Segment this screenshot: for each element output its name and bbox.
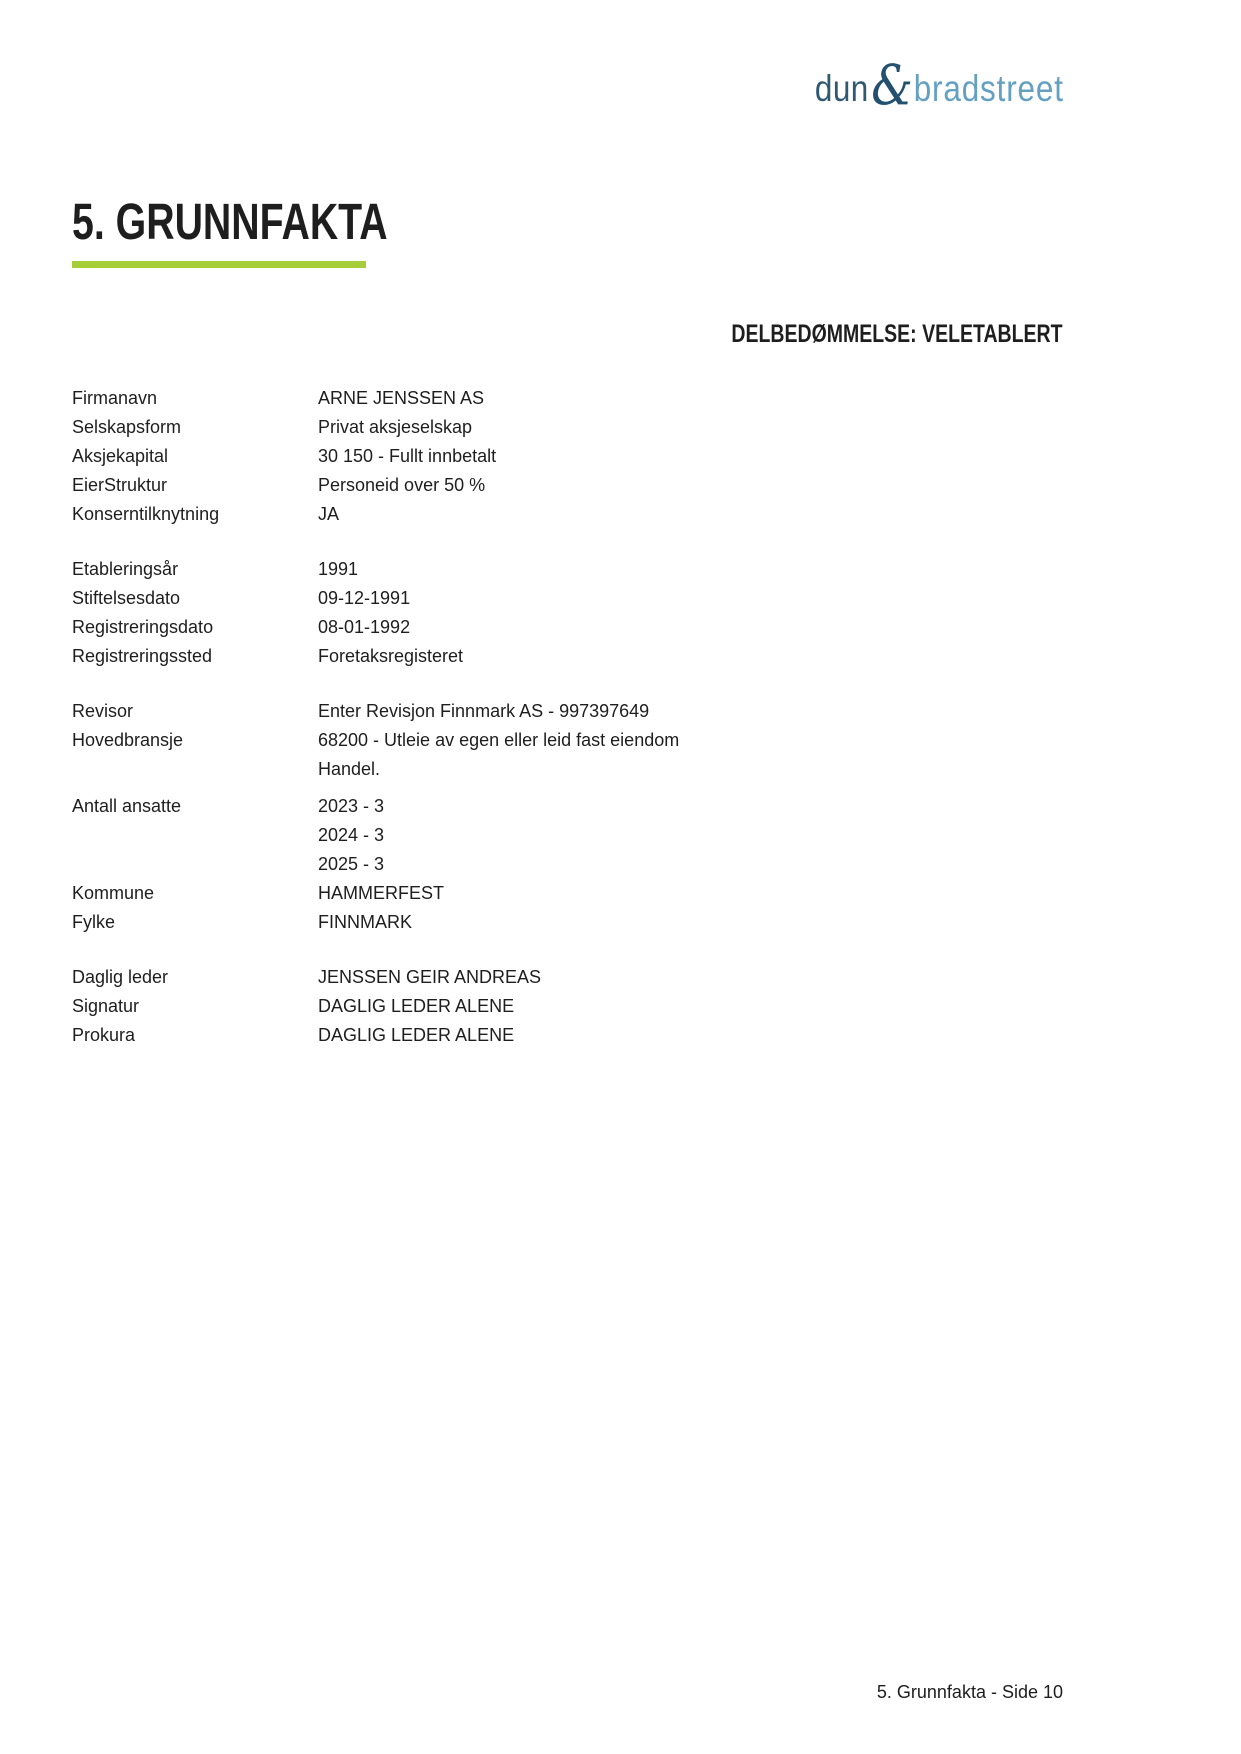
- fact-label: Registreringsdato: [72, 617, 214, 637]
- fact-values: [318, 413, 1063, 442]
- fact-value: 2023 - 3: [318, 796, 385, 816]
- fact-values: [318, 1021, 1063, 1050]
- fact-label: Firmanavn: [72, 388, 158, 408]
- fact-values: [318, 555, 1063, 584]
- fact-value: JA: [318, 504, 340, 524]
- fact-label: Signatur: [72, 996, 140, 1016]
- facts-list: [72, 384, 1063, 1050]
- fact-group: [72, 963, 1063, 1050]
- fact-value: DAGLIG LEDER ALENE: [318, 1025, 515, 1045]
- fact-row: [72, 613, 1063, 642]
- fact-value: 2024 - 3: [318, 825, 385, 845]
- fact-value: 30 150 - Fullt innbetalt: [318, 446, 497, 466]
- fact-value: 68200 - Utleie av egen eller leid fast eiendom: [318, 730, 680, 750]
- title-underline-bar: [72, 261, 366, 268]
- fact-row: [72, 555, 1063, 584]
- fact-label: Kommune: [72, 883, 155, 903]
- fact-values: [318, 908, 1063, 937]
- dun-bradstreet-logo: dun & bradstreet: [815, 53, 1064, 117]
- fact-value: FINNMARK: [318, 912, 412, 932]
- fact-value: Foretaksregisteret: [318, 646, 464, 666]
- fact-label: Antall ansatte: [72, 796, 182, 816]
- fact-value: Privat aksjeselskap: [318, 417, 473, 437]
- fact-row: [72, 584, 1063, 613]
- fact-value: ARNE JENSSEN AS: [318, 388, 485, 408]
- fact-value: 1991: [318, 559, 359, 579]
- section-title: 5. GRUNNFAKTA: [72, 193, 388, 250]
- fact-value: Handel.: [318, 759, 381, 779]
- fact-label: Revisor: [72, 701, 134, 721]
- fact-row: [72, 792, 1063, 879]
- fact-values: [318, 642, 1063, 671]
- fact-label: Aksjekapital: [72, 446, 169, 466]
- fact-row: [72, 471, 1063, 500]
- fact-value: JENSSEN GEIR ANDREAS: [318, 967, 542, 987]
- fact-group: [72, 697, 1063, 784]
- fact-value: DAGLIG LEDER ALENE: [318, 996, 515, 1016]
- fact-value: 09-12-1991: [318, 588, 411, 608]
- fact-value: HAMMERFEST: [318, 883, 444, 903]
- logo-dun-text: dun: [815, 68, 869, 109]
- fact-values: [318, 697, 1063, 726]
- fact-values: [318, 963, 1063, 992]
- fact-value: 08-01-1992: [318, 617, 411, 637]
- fact-label: Prokura: [72, 1025, 136, 1045]
- sub-rating-heading: DELBEDØMMELSE: VELETABLERT: [731, 320, 1063, 348]
- fact-label: Selskapsform: [72, 417, 182, 437]
- fact-values: [318, 613, 1063, 642]
- fact-row: [72, 1021, 1063, 1050]
- fact-label: Hovedbransje: [72, 730, 184, 750]
- fact-row: [72, 879, 1063, 908]
- fact-values: [318, 500, 1063, 529]
- fact-group: [72, 555, 1063, 671]
- fact-label: Konserntilknytning: [72, 504, 220, 524]
- fact-values: [318, 726, 1063, 784]
- fact-group: [72, 792, 1063, 937]
- fact-values: [318, 384, 1063, 413]
- fact-row: [72, 908, 1063, 937]
- fact-label: Fylke: [72, 912, 116, 932]
- fact-row: [72, 642, 1063, 671]
- fact-values: [318, 792, 1063, 879]
- fact-label: EierStruktur: [72, 475, 168, 495]
- logo-bradstreet-text: bradstreet: [913, 68, 1064, 109]
- fact-row: [72, 726, 1063, 784]
- fact-label: Registreringssted: [72, 646, 213, 666]
- fact-label: Daglig leder: [72, 967, 169, 987]
- fact-value: Enter Revisjon Finnmark AS - 997397649: [318, 701, 650, 721]
- fact-value: 2025 - 3: [318, 854, 385, 874]
- fact-label: Etableringsår: [72, 559, 179, 579]
- fact-values: [318, 471, 1063, 500]
- fact-row: [72, 697, 1063, 726]
- page-footer: 5. Grunnfakta - Side 10: [876, 1682, 1063, 1702]
- fact-row: [72, 963, 1063, 992]
- fact-row: [72, 992, 1063, 1021]
- fact-values: [318, 584, 1063, 613]
- fact-values: [318, 992, 1063, 1021]
- fact-value: Personeid over 50 %: [318, 475, 486, 495]
- fact-values: [318, 442, 1063, 471]
- fact-label: Stiftelsesdato: [72, 588, 181, 608]
- fact-row: [72, 384, 1063, 413]
- fact-group: [72, 384, 1063, 529]
- fact-row: [72, 500, 1063, 529]
- fact-row: [72, 413, 1063, 442]
- fact-values: [318, 879, 1063, 908]
- fact-row: [72, 442, 1063, 471]
